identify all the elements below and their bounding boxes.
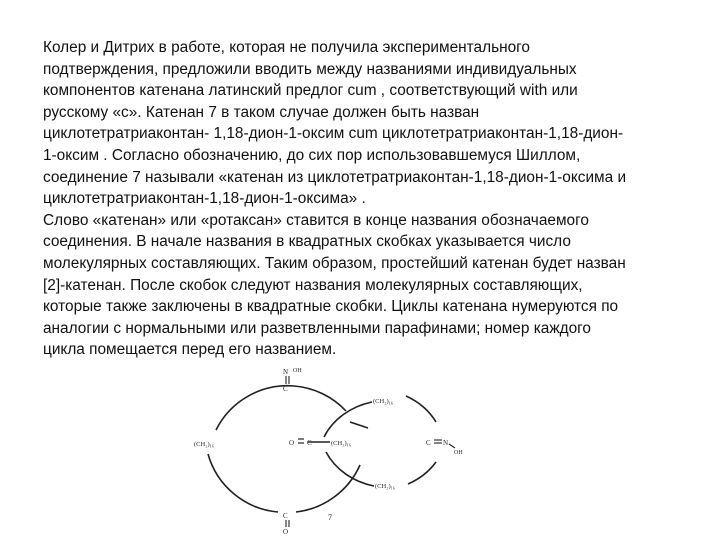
oh-top-label: OH — [293, 368, 302, 374]
left-ring-arc — [294, 386, 346, 411]
ch2-mid-label: (CH₂)₁₆ — [331, 440, 352, 447]
text-line: молекулярных составляющих. Таким образом, простейший катенан будет назван — [43, 254, 626, 272]
right-ring-arc — [324, 402, 372, 437]
paragraph-1 — [43, 37, 683, 210]
c-mid-label: C — [307, 439, 312, 447]
right-n-oh-bond — [449, 444, 455, 448]
left-ring-arc — [208, 454, 278, 512]
text-line: компонентов катенана латинский предлог cum , соответствующий with или — [43, 82, 578, 100]
ch2-lower-right-label: (CH₂)₁₆ — [375, 483, 396, 490]
c-top-label: C — [283, 385, 288, 393]
ch2-left-label: (CH₂)₁₆ — [194, 441, 215, 448]
c-right-label: C — [426, 439, 431, 447]
right-ring-arc — [408, 462, 436, 484]
text-line: 1-оксим . Согласно обозначению, до сих пор использовавшемуся Шиллом, — [43, 146, 581, 164]
text-block — [43, 37, 683, 361]
n-top-label: N — [283, 368, 289, 376]
left-ring-arc — [296, 465, 360, 512]
catenane-structure-figure — [190, 362, 490, 540]
text-line: [2]-катенан. После скобок следуют названия молекулярных составляющих, — [43, 276, 583, 294]
right-ring-arc — [406, 396, 436, 422]
text-line: циклотетратриаконтан- 1,18-дион-1-оксим cum циклотетратриаконтан-1,18-дион- — [43, 125, 624, 143]
compound-number-label: 7 — [328, 513, 332, 522]
text-line: аналогии с нормальными или разветвленными парафинами; номер каждого — [43, 319, 591, 337]
o-mid-label: O — [289, 439, 295, 447]
n-right-label: N — [443, 439, 449, 447]
oh-right-label: OH — [454, 450, 463, 456]
text-line: которые также заключены в квадратные скобки. Циклы катенана нумеруются по — [43, 298, 619, 316]
text-line: циклотетратриаконтан-1,18-дион-1-оксима» . — [43, 190, 366, 208]
text-line: Колер и Дитрих в работе, которая не получила экспериментального — [43, 39, 530, 56]
text-line: цикла помещается перед его названием. — [43, 341, 337, 359]
left-ring-arc — [350, 422, 368, 428]
text-line: соединения. В начале названия в квадратных скобках указывается число — [43, 233, 571, 251]
ch2-upper-right-label: (CH₂)₁₆ — [373, 398, 394, 405]
text-line: соединение 7 называли «катенан из циклотетратриаконтан-1,18-дион-1-оксима и — [43, 168, 627, 186]
c-bottom-label: C — [283, 512, 288, 520]
catenane-diagram — [190, 362, 490, 540]
text-line: русскому «с». Катенан 7 в таком случае должен быть назван — [43, 103, 480, 121]
paragraph-2 — [43, 210, 683, 361]
o-bottom-label: O — [283, 528, 289, 536]
text-line: Слово «катенан» или «ротаксан» ставится в конце названия обозначаемого — [43, 211, 589, 229]
text-line: подтверждения, предложили вводить между названиями индивидуальных — [43, 60, 577, 78]
